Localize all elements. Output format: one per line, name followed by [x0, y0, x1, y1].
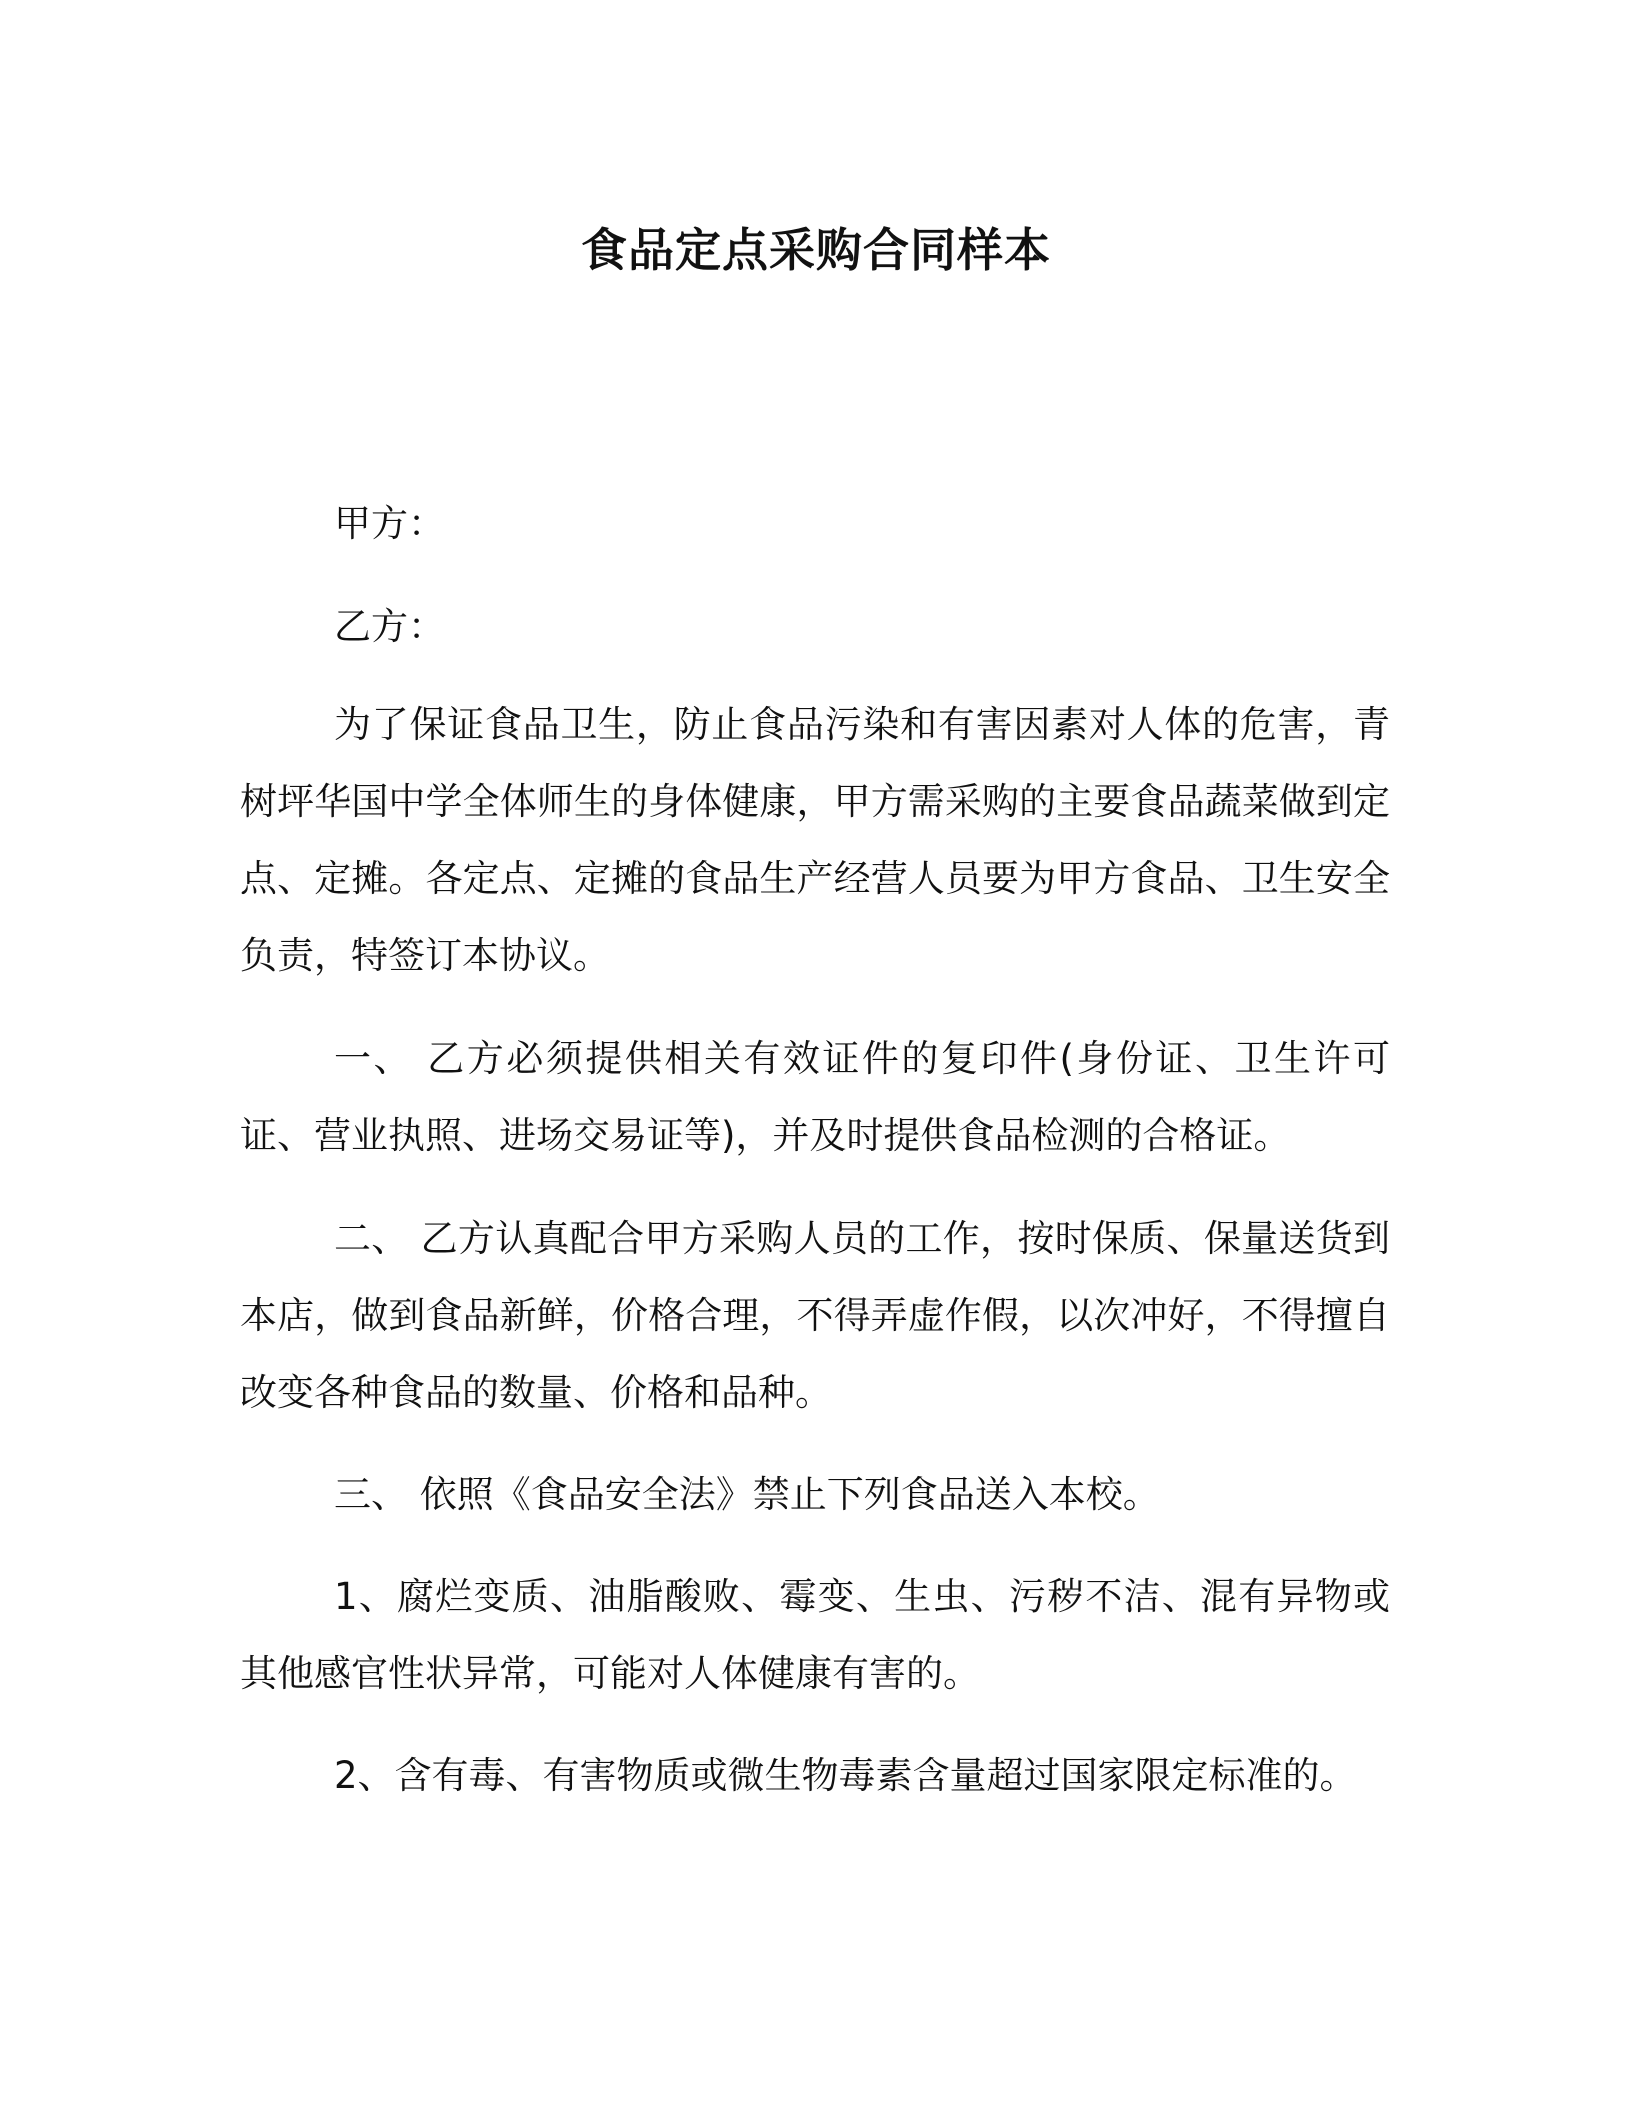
- clause-2: 二、 乙方认真配合甲方采购人员的工作，按时保质、保量送货到本店，做到食品新鲜，价格合理，不得弄虚作假，以次冲好，不得擅自改变各种食品的数量、价格和品种。: [240, 1217, 1390, 1414]
- document-title: 食品定点采购合同样本: [581, 223, 1051, 277]
- clause-3-item-2: 2、含有毒、有害物质或微生物毒素含量超过国家限定标准的。: [334, 1754, 1357, 1797]
- clause-3-item-1: 1、腐烂变质、油脂酸败、霉变、生虫、污秽不洁、混有异物或其他感官性状异常，可能对人体健康有害的。: [240, 1575, 1390, 1695]
- intro-paragraph: 为了保证食品卫生，防止食品污染和有害因素对人体的危害，青树坪华国中学全体师生的身体健康，甲方需采购的主要食品蔬菜做到定点、定摊。各定点、定摊的食品生产经营人员要为甲方食品、卫生安全负责，特签订本协议。: [240, 703, 1390, 977]
- party-b-label: 乙方：: [334, 605, 445, 648]
- clause-3: 三、 依照《食品安全法》禁止下列食品送入本校。: [334, 1473, 1160, 1516]
- party-a-label: 甲方：: [334, 502, 445, 545]
- clause-1: 一、 乙方必须提供相关有效证件的复印件(身份证、卫生许可证、营业执照、进场交易证等)，并及时提供食品检测的合格证。: [240, 1037, 1390, 1157]
